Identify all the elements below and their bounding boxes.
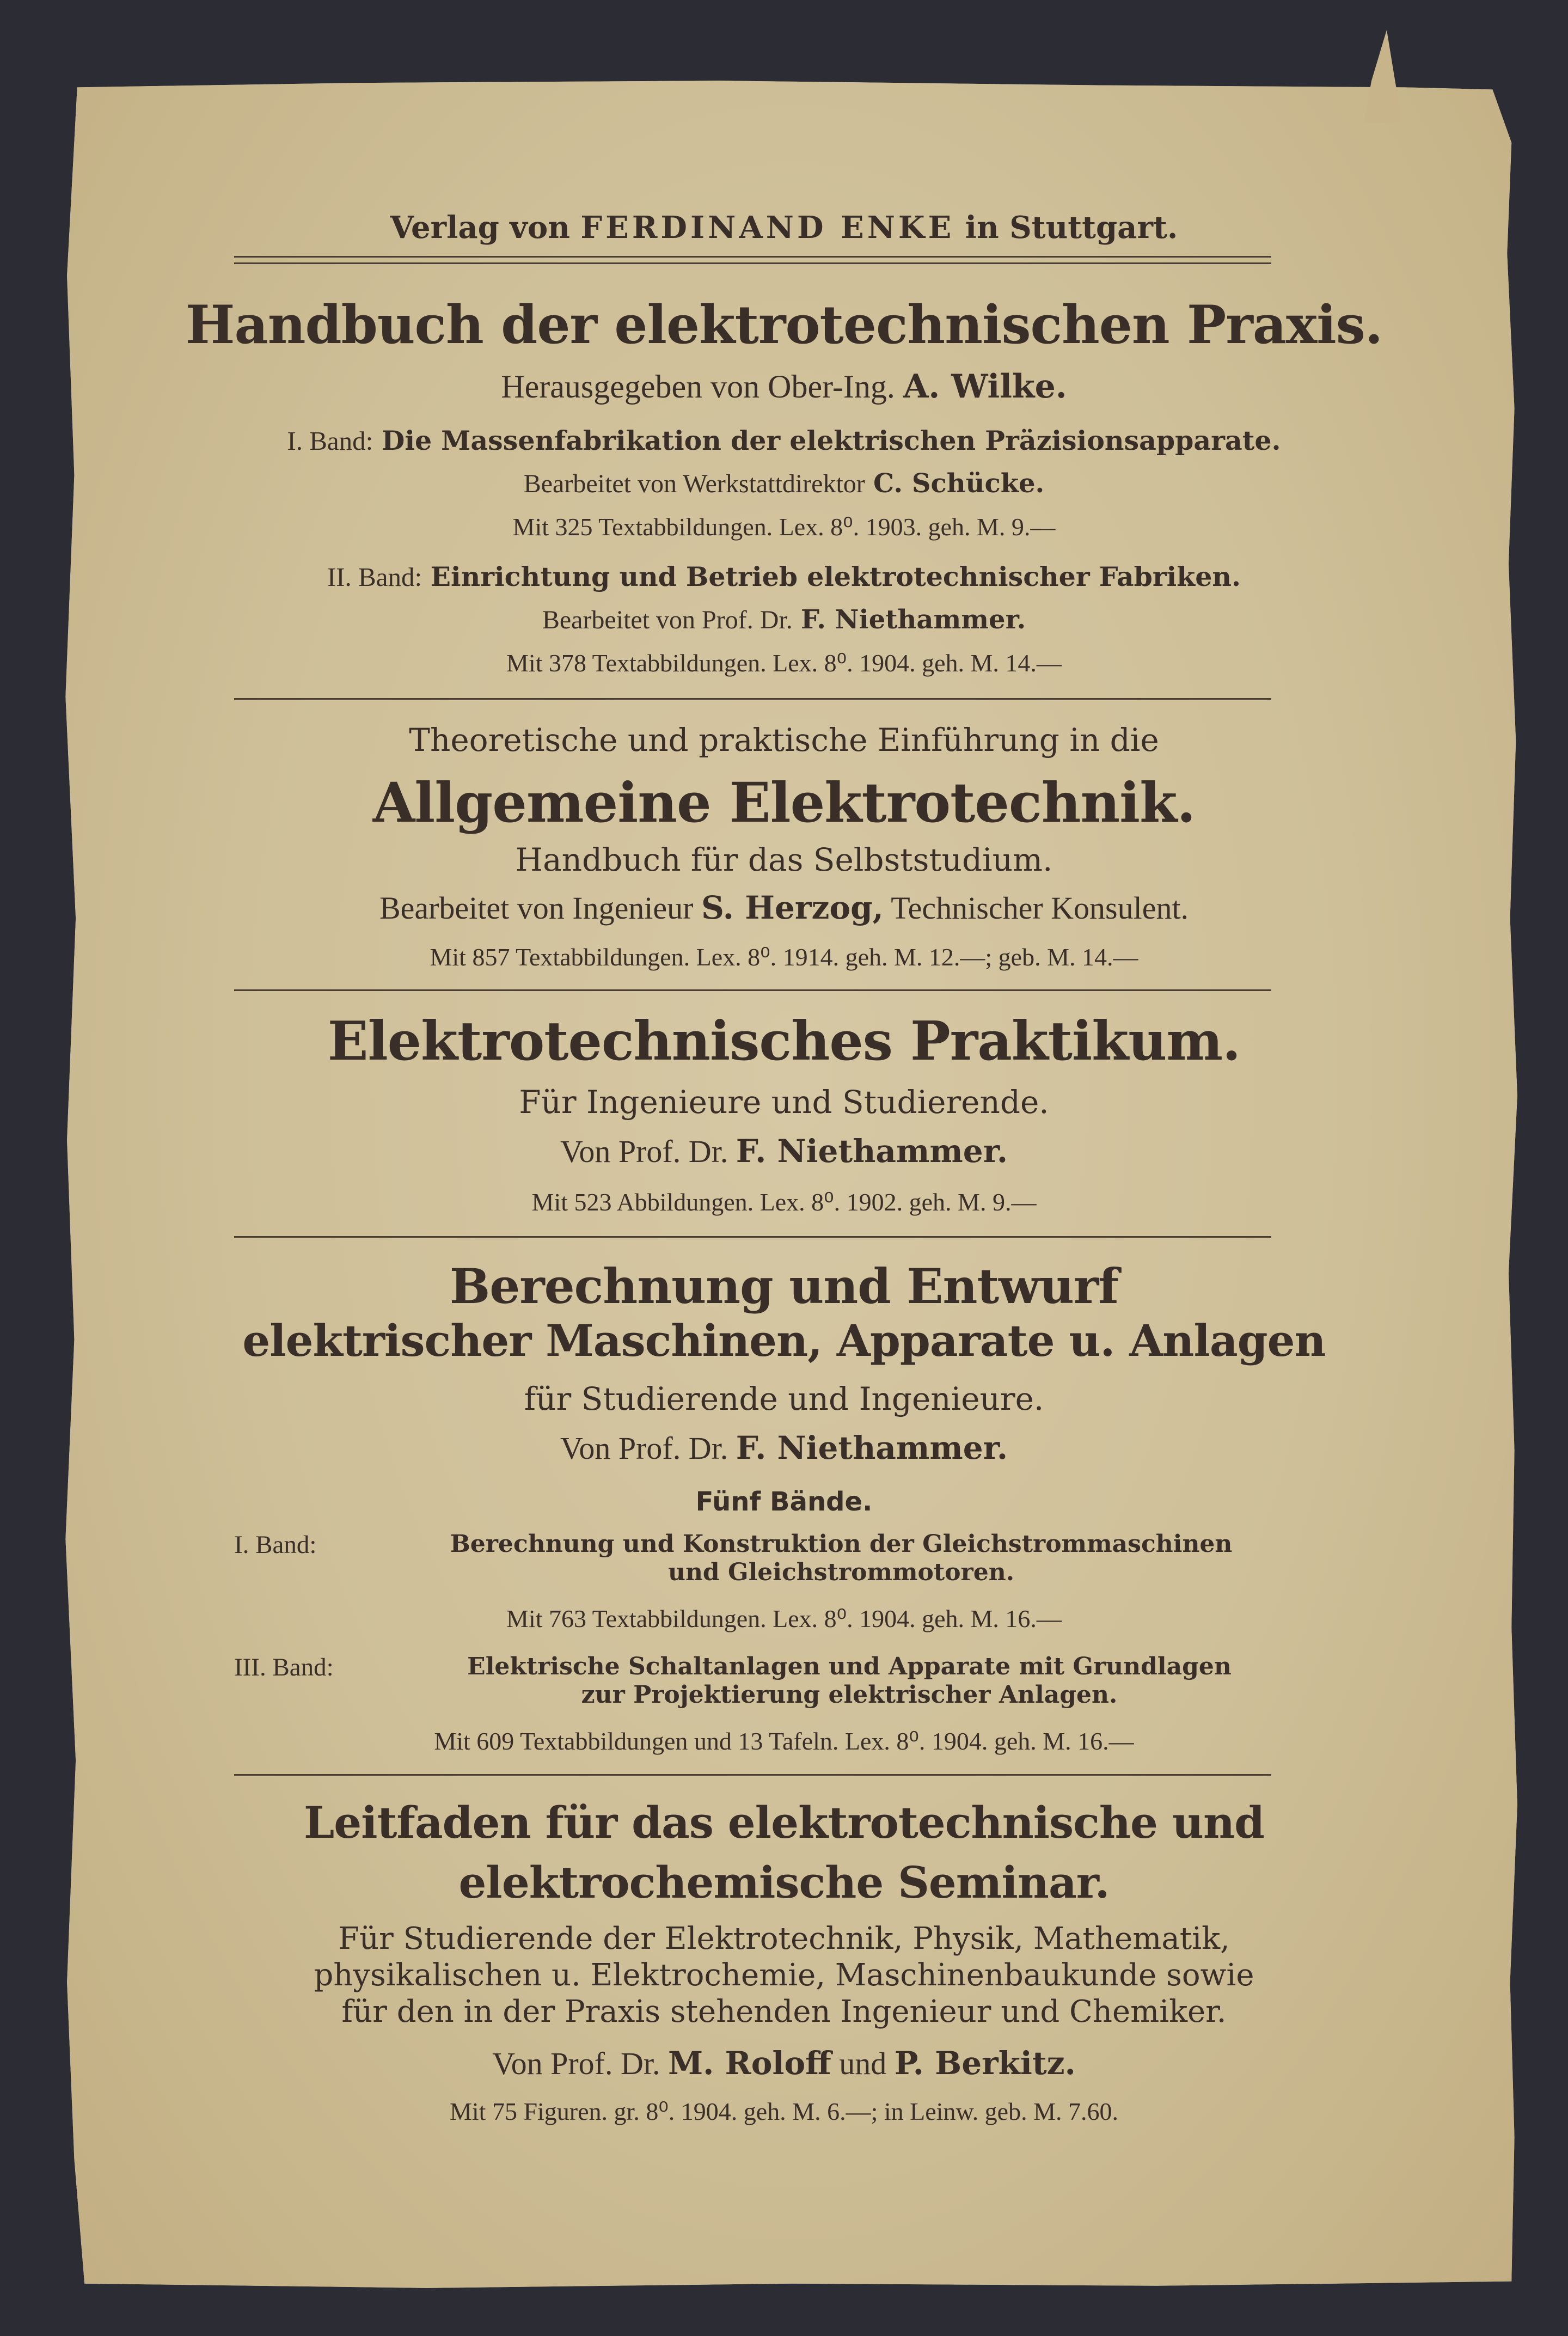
header-double-rule xyxy=(234,256,1271,264)
divider-3 xyxy=(234,1236,1271,1238)
book2-subtitle: Handbuch für das Selbststudium. xyxy=(515,841,1053,878)
book4-vol3-title-line1: Elektrische Schaltanlagen und Apparate mit Grundlagen xyxy=(467,1653,1232,1680)
publisher-suffix: in Stuttgart. xyxy=(965,210,1178,246)
divider-2 xyxy=(234,989,1271,991)
publisher-line xyxy=(0,210,1568,246)
book5-author1: M. Roloff xyxy=(667,2045,831,2082)
book2-author-line xyxy=(0,889,1568,926)
book4-title-line1: Berechnung und Entwurf xyxy=(449,1258,1119,1314)
book1-vol2-author-line xyxy=(0,604,1568,635)
book4-volumes-note: Fünf Bände. xyxy=(695,1487,873,1517)
book1-vol1-details: Mit 325 Textabbildungen. Lex. 8⁰. 1903. geh. M. 9.— xyxy=(512,513,1056,541)
book4-author-prefix: Von Prof. Dr. xyxy=(560,1430,728,1466)
book4-vol1-label: I. Band: xyxy=(234,1531,317,1559)
book1-vol1-author-prefix: Bearbeitet von Werkstattdirektor xyxy=(523,469,865,498)
book4-vol3-details: Mit 609 Textabbildungen und 13 Tafeln. Lex. 8⁰. 1904. geh. M. 16.— xyxy=(434,1727,1134,1755)
book1-vol2-author-prefix: Bearbeitet von Prof. Dr. xyxy=(542,606,793,634)
book1-vol1-author: C. Schücke. xyxy=(873,468,1045,499)
book2-details: Mit 857 Textabbildungen. Lex. 8⁰. 1914. geh. M. 12.—; geb. M. 14.— xyxy=(430,943,1138,971)
book5-details: Mit 75 Figuren. gr. 8⁰. 1904. geh. M. 6.—; in Leinw. geb. M. 7.60. xyxy=(449,2097,1118,2125)
book3-details: Mit 523 Abbildungen. Lex. 8⁰. 1902. geh. M. 9.— xyxy=(531,1188,1037,1216)
book4-vol1-details: Mit 763 Textabbildungen. Lex. 8⁰. 1904. geh. M. 16.— xyxy=(506,1605,1062,1632)
book1-title: Handbuch der elektrotechnischen Praxis. xyxy=(185,294,1383,356)
book3-title: Elektrotechnisches Praktikum. xyxy=(327,1010,1241,1073)
divider-1 xyxy=(234,698,1271,700)
book5-title-line1: Leitfaden für das elektrotechnische und xyxy=(303,1797,1265,1848)
publisher-prefix: Verlag von xyxy=(390,210,570,246)
book4-subtitle: für Studierende und Ingenieure. xyxy=(524,1380,1044,1417)
book1-vol1-line xyxy=(0,425,1568,456)
book1-vol2-details: Mit 378 Textabbildungen. Lex. 8⁰. 1904. geh. M. 14.— xyxy=(506,649,1062,677)
book4-author-line xyxy=(0,1429,1568,1466)
book5-author2: P. Berkitz. xyxy=(894,2045,1076,2082)
book4-vol3-label: III. Band: xyxy=(234,1653,334,1681)
book4-vol3-title-line2: zur Projektierung elektrischer Anlagen. xyxy=(581,1681,1118,1709)
book4-title-line2: elektrischer Maschinen, Apparate u. Anlagen xyxy=(242,1315,1326,1366)
book3-author-line xyxy=(0,1133,1568,1170)
book1-editor-line xyxy=(0,368,1568,406)
book5-audience-line2: physikalischen u. Elektrochemie, Maschinenbaukunde sowie xyxy=(314,1958,1254,1993)
book2-author: S. Herzog, xyxy=(701,889,884,926)
book1-vol2-author: F. Niethammer. xyxy=(800,604,1026,635)
divider-4 xyxy=(234,1774,1271,1776)
book1-vol1-author-line xyxy=(0,468,1568,499)
book5-audience-line3: für den in der Praxis stehenden Ingenieur und Chemiker. xyxy=(341,1994,1227,2029)
book1-vol2-label: II. Band: xyxy=(327,562,422,592)
book5-author-and: und xyxy=(839,2046,887,2081)
book1-vol2-line xyxy=(0,561,1568,592)
book1-editor: A. Wilke. xyxy=(903,368,1067,406)
publisher-name: FERDINAND ENKE xyxy=(580,210,955,246)
book2-title: Allgemeine Elektrotechnik. xyxy=(372,770,1196,835)
book2-intro: Theoretische und praktische Einführung in die xyxy=(409,721,1159,759)
book1-editor-prefix: Herausgegeben von Ober-Ing. xyxy=(501,369,895,405)
book1-vol1-label: I. Band: xyxy=(287,426,373,456)
book4-vol1-block xyxy=(234,1530,1334,1590)
torn-corner xyxy=(1364,30,1402,123)
book4-author: F. Niethammer. xyxy=(736,1429,1008,1466)
book4-vol3-block xyxy=(234,1653,1334,1713)
book5-title-line2: elektrochemische Seminar. xyxy=(458,1857,1110,1908)
book3-author-prefix: Von Prof. Dr. xyxy=(560,1134,728,1169)
book3-author: F. Niethammer. xyxy=(736,1133,1008,1170)
book3-subtitle: Für Ingenieure und Studierende. xyxy=(519,1084,1049,1121)
book5-author-prefix: Von Prof. Dr. xyxy=(492,2046,660,2081)
book1-vol1-title: Die Massenfabrikation der elektrischen Präzisionsapparate. xyxy=(381,425,1281,456)
book2-author-prefix: Bearbeitet von Ingenieur xyxy=(379,890,694,926)
book5-audience-line1: Für Studierende der Elektrotechnik, Physik, Mathematik, xyxy=(338,1921,1230,1956)
book1-vol2-title: Einrichtung und Betrieb elektrotechnischer Fabriken. xyxy=(430,561,1241,592)
book2-author-suffix: Technischer Konsulent. xyxy=(891,890,1189,926)
book5-author-line xyxy=(0,2045,1568,2082)
book4-vol1-title-line1: Berechnung und Konstruktion der Gleichstrommaschinen xyxy=(450,1530,1233,1558)
book4-vol1-title-line2: und Gleichstrommotoren. xyxy=(667,1558,1015,1586)
